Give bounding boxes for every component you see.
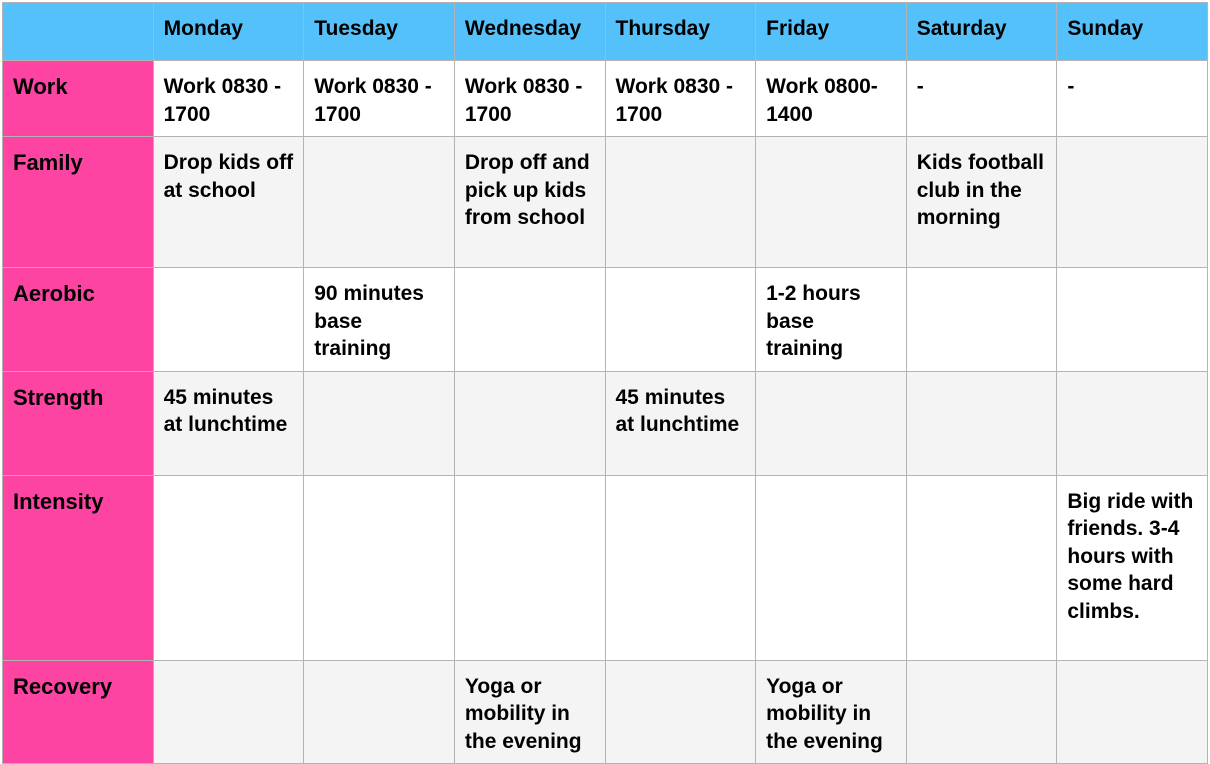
cell-aerobic-thursday	[605, 268, 756, 372]
cell-recovery-sunday	[1057, 660, 1208, 764]
cell-aerobic-monday	[153, 268, 304, 372]
day-header-thursday: Thursday	[605, 3, 756, 61]
day-header-monday: Monday	[153, 3, 304, 61]
cell-intensity-friday	[756, 475, 907, 660]
cell-intensity-saturday	[906, 475, 1057, 660]
cell-strength-monday: 45 minutes at lunchtime	[153, 371, 304, 475]
row-label-work: Work	[3, 61, 154, 137]
row-recovery	[3, 660, 1208, 764]
row-family	[3, 137, 1208, 268]
cell-work-monday: Work 0830 - 1700	[153, 61, 304, 137]
cell-work-tuesday: Work 0830 - 1700	[304, 61, 455, 137]
cell-strength-thursday: 45 minutes at lunchtime	[605, 371, 756, 475]
cell-work-friday: Work 0800-1400	[756, 61, 907, 137]
cell-strength-wednesday	[454, 371, 605, 475]
day-header-saturday: Saturday	[906, 3, 1057, 61]
cell-family-wednesday: Drop off and pick up kids from school	[454, 137, 605, 268]
row-work	[3, 61, 1208, 137]
cell-strength-saturday	[906, 371, 1057, 475]
day-header-wednesday: Wednesday	[454, 3, 605, 61]
row-label-family: Family	[3, 137, 154, 268]
cell-strength-tuesday	[304, 371, 455, 475]
cell-recovery-wednesday: Yoga or mobility in the evening	[454, 660, 605, 764]
cell-work-saturday: -	[906, 61, 1057, 137]
cell-family-thursday	[605, 137, 756, 268]
cell-aerobic-tuesday: 90 minutes base training	[304, 268, 455, 372]
row-label-intensity: Intensity	[3, 475, 154, 660]
cell-work-thursday: Work 0830 - 1700	[605, 61, 756, 137]
cell-recovery-tuesday	[304, 660, 455, 764]
cell-family-monday: Drop kids off at school	[153, 137, 304, 268]
corner-cell	[3, 3, 154, 61]
cell-strength-friday	[756, 371, 907, 475]
cell-recovery-monday	[153, 660, 304, 764]
row-strength	[3, 371, 1208, 475]
day-header-friday: Friday	[756, 3, 907, 61]
cell-aerobic-friday: 1-2 hours base training	[756, 268, 907, 372]
day-header-sunday: Sunday	[1057, 3, 1208, 61]
cell-aerobic-saturday	[906, 268, 1057, 372]
cell-work-wednesday: Work 0830 - 1700	[454, 61, 605, 137]
cell-intensity-monday	[153, 475, 304, 660]
cell-family-friday	[756, 137, 907, 268]
row-intensity	[3, 475, 1208, 660]
day-header-tuesday: Tuesday	[304, 3, 455, 61]
row-label-recovery: Recovery	[3, 660, 154, 764]
cell-family-sunday	[1057, 137, 1208, 268]
cell-recovery-saturday	[906, 660, 1057, 764]
cell-intensity-wednesday	[454, 475, 605, 660]
cell-intensity-sunday: Big ride with friends. 3-4 hours with some hard climbs.	[1057, 475, 1208, 660]
header-row	[3, 3, 1208, 61]
cell-intensity-tuesday	[304, 475, 455, 660]
row-label-aerobic: Aerobic	[3, 268, 154, 372]
row-label-strength: Strength	[3, 371, 154, 475]
cell-family-tuesday	[304, 137, 455, 268]
cell-work-sunday: -	[1057, 61, 1208, 137]
cell-recovery-friday: Yoga or mobility in the evening	[756, 660, 907, 764]
cell-strength-sunday	[1057, 371, 1208, 475]
weekly-schedule-table	[2, 2, 1208, 764]
cell-aerobic-wednesday	[454, 268, 605, 372]
cell-intensity-thursday	[605, 475, 756, 660]
cell-aerobic-sunday	[1057, 268, 1208, 372]
cell-recovery-thursday	[605, 660, 756, 764]
cell-family-saturday: Kids football club in the morning	[906, 137, 1057, 268]
row-aerobic	[3, 268, 1208, 372]
